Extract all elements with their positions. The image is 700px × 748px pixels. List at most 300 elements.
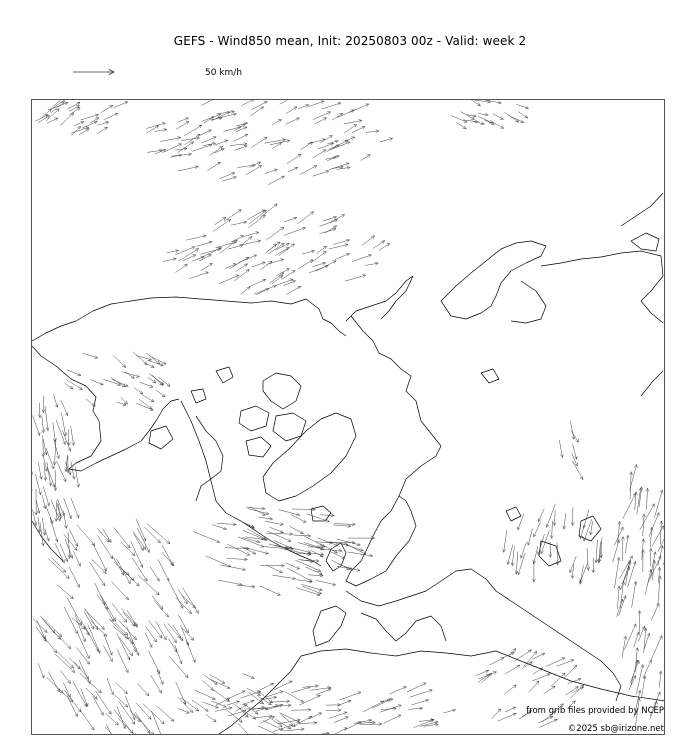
wind-arrow-shaft bbox=[210, 146, 223, 155]
wind-arrow-head bbox=[323, 150, 326, 153]
wind-arrow-head bbox=[524, 115, 527, 118]
wind-arrow-shaft bbox=[279, 713, 299, 723]
wind-arrow-head bbox=[260, 107, 263, 110]
wind-arrow-shaft bbox=[36, 626, 46, 641]
wind-arrow-shaft bbox=[287, 154, 301, 164]
wind-arrow-shaft bbox=[505, 665, 520, 674]
wind-arrow-shaft bbox=[573, 687, 584, 693]
wind-arrow-shaft bbox=[238, 723, 251, 735]
wind-arrow-shaft bbox=[505, 707, 516, 712]
wind-arrow-shaft bbox=[268, 176, 284, 185]
wind-arrow-shaft bbox=[138, 684, 149, 696]
wind-arrow-shaft bbox=[272, 119, 281, 124]
wind-arrow-shaft bbox=[151, 675, 162, 693]
wind-arrow-shaft bbox=[502, 652, 514, 658]
wind-arrow-shaft bbox=[93, 696, 103, 715]
wind-arrow-head bbox=[367, 154, 370, 157]
wind-arrow-shaft bbox=[508, 649, 515, 657]
wind-arrow-shaft bbox=[97, 528, 109, 542]
wind-arrow-shaft bbox=[97, 535, 112, 558]
wind-arrow-shaft bbox=[213, 219, 231, 231]
wind-arrow-shaft bbox=[133, 352, 147, 365]
wind-arrow-shaft bbox=[181, 698, 199, 711]
wind-arrow-head bbox=[86, 129, 89, 132]
wind-arrow-head bbox=[102, 582, 105, 585]
wind-arrow-shaft bbox=[644, 628, 646, 653]
wind-arrow-shaft bbox=[298, 260, 313, 269]
wind-arrow-shaft bbox=[251, 137, 267, 147]
wind-arrow-head bbox=[258, 165, 261, 168]
wind-arrow-shaft bbox=[103, 603, 113, 622]
wind-arrow-shaft bbox=[193, 532, 219, 543]
wind-arrow-shaft bbox=[48, 672, 59, 692]
wind-arrow-shaft bbox=[270, 140, 290, 144]
wind-arrow-shaft bbox=[224, 210, 241, 222]
wind-arrow-shaft bbox=[538, 534, 544, 555]
wind-arrow-shaft bbox=[248, 215, 265, 228]
wind-arrow-shaft bbox=[320, 220, 338, 226]
wind-arrow-shaft bbox=[508, 545, 513, 565]
wind-arrow-shaft bbox=[478, 116, 493, 123]
wind-arrow-head bbox=[132, 721, 135, 724]
wind-arrow-head bbox=[278, 143, 281, 146]
wind-arrow-head bbox=[244, 264, 247, 267]
wind-arrow-shaft bbox=[107, 678, 113, 695]
wind-arrow-head bbox=[223, 217, 226, 220]
wind-arrow-shaft bbox=[106, 713, 119, 725]
wind-arrow-shaft bbox=[123, 612, 135, 626]
wind-arrow-shaft bbox=[176, 121, 189, 129]
wind-arrow-shaft bbox=[64, 607, 77, 634]
wind-arrow-shaft bbox=[112, 603, 127, 622]
wind-arrow-shaft bbox=[352, 127, 365, 133]
wind-vector-field bbox=[32, 100, 665, 735]
wind-arrow-shaft bbox=[53, 102, 68, 108]
wind-arrow-head bbox=[110, 555, 113, 558]
wind-arrow-shaft bbox=[625, 535, 628, 553]
wind-arrow-shaft bbox=[651, 603, 659, 620]
wind-arrow-shaft bbox=[311, 251, 326, 263]
wind-arrow-shaft bbox=[168, 638, 177, 652]
wind-arrow-shaft bbox=[53, 631, 71, 648]
wind-arrow-head bbox=[386, 244, 389, 247]
wind-arrow-head bbox=[190, 142, 193, 145]
wind-arrow-shaft bbox=[74, 121, 84, 125]
wind-arrow-shaft bbox=[284, 227, 306, 235]
wind-arrow-shaft bbox=[168, 623, 181, 638]
wind-arrow-shaft bbox=[279, 510, 300, 516]
wind-arrow-head bbox=[517, 665, 520, 668]
wind-arrow-head bbox=[333, 226, 336, 229]
wind-arrow-shaft bbox=[380, 705, 402, 712]
wind-arrow-head bbox=[219, 146, 222, 149]
wind-arrow-shaft bbox=[67, 370, 81, 376]
wind-arrow-shaft bbox=[216, 111, 234, 113]
wind-arrow-shaft bbox=[411, 700, 428, 705]
wind-arrow-shaft bbox=[195, 690, 216, 699]
wind-arrow-shaft bbox=[547, 504, 556, 527]
wind-arrow-shaft bbox=[641, 676, 645, 699]
wind-arrow-shaft bbox=[238, 255, 256, 263]
wind-arrow-shaft bbox=[40, 522, 43, 546]
wind-arrow-shaft bbox=[327, 145, 339, 152]
wind-arrow-shaft bbox=[46, 505, 53, 523]
wind-arrow-shaft bbox=[40, 616, 62, 637]
wind-arrow-shaft bbox=[46, 448, 54, 469]
wind-arrow-shaft bbox=[344, 543, 366, 554]
wind-arrow-shaft bbox=[158, 560, 169, 581]
wind-arrow-head bbox=[528, 650, 531, 653]
wind-arrow-shaft bbox=[33, 416, 40, 436]
wind-arrow-head bbox=[310, 260, 313, 263]
wind-arrow-shaft bbox=[289, 526, 304, 534]
wind-arrow-shaft bbox=[288, 167, 298, 172]
wind-arrow-shaft bbox=[145, 363, 154, 368]
wind-arrow-shaft bbox=[334, 524, 355, 525]
wind-arrow-shaft bbox=[283, 281, 295, 286]
wind-arrow-shaft bbox=[559, 440, 562, 457]
wind-arrow-shaft bbox=[178, 709, 189, 713]
wind-arrow-shaft bbox=[636, 664, 643, 694]
wind-arrow-shaft bbox=[360, 724, 382, 725]
wind-arrow-shaft bbox=[116, 682, 128, 693]
wind-arrow-shaft bbox=[532, 674, 550, 681]
legend-speed-label: 50 km/h bbox=[205, 68, 243, 78]
wind-arrow-shaft bbox=[247, 688, 261, 695]
wind-arrow-shaft bbox=[333, 525, 351, 526]
wind-arrow-shaft bbox=[518, 112, 528, 118]
wind-arrow-shaft bbox=[73, 551, 80, 566]
wind-arrow-shaft bbox=[71, 126, 80, 135]
wind-arrow-shaft bbox=[152, 711, 163, 735]
wind-arrow-shaft bbox=[563, 665, 576, 678]
wind-arrow-shaft bbox=[329, 163, 349, 169]
wind-arrow-shaft bbox=[276, 279, 293, 285]
wind-arrow-shaft bbox=[45, 406, 48, 430]
wind-arrow-shaft bbox=[286, 107, 297, 114]
wind-arrow-head bbox=[121, 572, 124, 575]
wind-arrow-shaft bbox=[250, 107, 263, 116]
wind-arrow-shaft bbox=[300, 166, 317, 175]
wind-arrow-shaft bbox=[623, 493, 636, 519]
wind-arrow-shaft bbox=[145, 633, 152, 648]
wind-arrow-shaft bbox=[162, 545, 173, 565]
wind-arrow-shaft bbox=[141, 394, 154, 402]
wind-arrow-shaft bbox=[122, 372, 140, 377]
wind-arrow-shaft bbox=[169, 656, 188, 678]
wind-arrow-shaft bbox=[220, 565, 246, 570]
wind-arrow-head bbox=[144, 578, 147, 581]
wind-arrow-shaft bbox=[338, 700, 351, 705]
wind-arrow-shaft bbox=[55, 654, 75, 673]
wind-arrow-head bbox=[184, 264, 187, 267]
wind-arrow-head bbox=[196, 610, 199, 613]
wind-arrow-shaft bbox=[620, 567, 629, 591]
wind-arrow-shaft bbox=[229, 257, 249, 269]
copyright-credit: ©2025 sb@irizone.net bbox=[567, 724, 664, 734]
wind-arrow-shaft bbox=[215, 140, 228, 145]
wind-arrow-shaft bbox=[227, 558, 248, 559]
wind-arrow-shaft bbox=[80, 710, 94, 730]
wind-arrow-head bbox=[91, 727, 94, 730]
wind-arrow-shaft bbox=[57, 585, 74, 599]
wind-arrow-head bbox=[664, 533, 665, 537]
wind-arrow-shaft bbox=[71, 426, 74, 446]
wind-arrow-shaft bbox=[286, 286, 301, 294]
wind-arrow-shaft bbox=[192, 700, 208, 711]
wind-arrow-shaft bbox=[82, 121, 97, 128]
wind-arrow-shaft bbox=[132, 558, 147, 581]
wind-arrow-shaft bbox=[339, 692, 361, 700]
wind-arrow-shaft bbox=[114, 562, 129, 575]
wind-arrow-shaft bbox=[216, 242, 236, 248]
wind-arrow-shaft bbox=[320, 135, 332, 142]
wind-arrow-shaft bbox=[345, 275, 366, 281]
wind-arrow-shaft bbox=[266, 565, 283, 573]
wind-arrow-shaft bbox=[309, 266, 328, 273]
wind-arrow-shaft bbox=[95, 583, 105, 605]
wind-arrow-shaft bbox=[104, 113, 118, 120]
wind-arrow-shaft bbox=[451, 116, 467, 123]
wind-arrow-shaft bbox=[214, 149, 224, 153]
wind-arrow-shaft bbox=[113, 355, 126, 367]
wind-arrow-shaft bbox=[144, 527, 160, 543]
wind-arrow-shaft bbox=[478, 672, 496, 679]
wind-arrow-shaft bbox=[329, 215, 345, 223]
wind-arrow-shaft bbox=[320, 515, 335, 516]
wind-arrow-head bbox=[227, 219, 230, 222]
wind-arrow-head bbox=[205, 708, 208, 711]
wind-arrow-shaft bbox=[410, 690, 433, 697]
wind-arrow-shaft bbox=[160, 137, 180, 141]
wind-arrow-shaft bbox=[529, 681, 539, 692]
wind-arrow-head bbox=[294, 107, 297, 110]
wind-arrow-shaft bbox=[201, 100, 218, 106]
wind-arrow-shaft bbox=[248, 509, 269, 514]
wind-arrow-shaft bbox=[79, 129, 89, 135]
wind-arrow-shaft bbox=[189, 272, 208, 278]
wind-arrow-shaft bbox=[490, 658, 504, 665]
wind-arrow-shaft bbox=[316, 689, 332, 695]
wind-arrow-shaft bbox=[313, 150, 326, 158]
wind-arrow-shaft bbox=[51, 102, 64, 113]
wind-arrow-shaft bbox=[286, 547, 311, 553]
wind-arrow-shaft bbox=[275, 247, 289, 255]
wind-arrow-shaft bbox=[97, 594, 108, 609]
wind-arrow-shaft bbox=[67, 380, 83, 390]
wind-arrow-shaft bbox=[61, 400, 68, 416]
wind-arrow-head bbox=[576, 439, 579, 442]
wind-arrow-shaft bbox=[632, 581, 636, 607]
wind-arrow-shaft bbox=[335, 728, 347, 734]
wind-arrow-shaft bbox=[308, 575, 323, 576]
wind-arrow-shaft bbox=[544, 686, 555, 694]
wind-arrow-shaft bbox=[272, 275, 283, 283]
wind-arrow-shaft bbox=[361, 154, 371, 160]
wind-arrow-shaft bbox=[314, 733, 329, 735]
wind-arrow-shaft bbox=[516, 551, 518, 574]
wind-arrow-shaft bbox=[206, 556, 231, 567]
wind-arrow-shaft bbox=[504, 530, 507, 552]
wind-arrow-shaft bbox=[193, 145, 212, 152]
wind-arrow-shaft bbox=[348, 552, 373, 556]
wind-arrow-shaft bbox=[64, 498, 72, 519]
wind-arrow-shaft bbox=[363, 701, 384, 712]
wind-arrow-shaft bbox=[297, 212, 314, 225]
wind-arrow-shaft bbox=[48, 558, 69, 578]
wind-arrow-shaft bbox=[209, 674, 225, 683]
wind-arrow-shaft bbox=[266, 705, 283, 711]
wind-arrow-head bbox=[381, 241, 384, 244]
wind-arrow-shaft bbox=[276, 268, 289, 275]
legend-reference-arrow bbox=[70, 64, 120, 80]
wind-arrow-shaft bbox=[243, 673, 255, 678]
wind-arrow-shaft bbox=[96, 691, 112, 714]
wind-arrow-shaft bbox=[178, 142, 194, 153]
wind-arrow-shaft bbox=[256, 288, 269, 294]
wind-arrow-shaft bbox=[260, 204, 277, 218]
wind-arrow-head bbox=[575, 687, 578, 690]
wind-arrow-head bbox=[104, 127, 107, 130]
wind-arrow-shaft bbox=[236, 264, 248, 272]
wind-arrow-shaft bbox=[127, 627, 139, 656]
wind-arrow-head bbox=[147, 730, 150, 733]
wind-arrow-shaft bbox=[277, 720, 300, 724]
wind-arrow-shaft bbox=[237, 519, 254, 527]
wind-arrow-head bbox=[209, 263, 212, 266]
wind-arrow-shaft bbox=[118, 718, 136, 735]
wind-arrow-head bbox=[186, 121, 189, 124]
wind-arrow-shaft bbox=[313, 112, 331, 120]
wind-arrow-shaft bbox=[254, 286, 276, 294]
wind-arrow-shaft bbox=[533, 668, 543, 674]
wind-arrow-shaft bbox=[504, 685, 516, 694]
wind-arrow-shaft bbox=[42, 518, 44, 535]
wind-arrow-shaft bbox=[246, 165, 262, 175]
wind-arrow-shaft bbox=[186, 236, 206, 241]
wind-arrow-shaft bbox=[291, 687, 310, 693]
wind-arrow-head bbox=[353, 124, 356, 127]
wind-arrow-shaft bbox=[47, 677, 64, 693]
wind-arrow-shaft bbox=[596, 540, 597, 563]
wind-arrow-shaft bbox=[134, 388, 143, 394]
wind-arrow-head bbox=[463, 126, 466, 129]
wind-arrow-shaft bbox=[86, 399, 96, 406]
wind-arrow-shaft bbox=[68, 532, 70, 558]
wind-arrow-shaft bbox=[280, 714, 295, 727]
wind-arrow-shaft bbox=[639, 611, 640, 636]
wind-arrow-shaft bbox=[587, 548, 588, 570]
wind-arrow-shaft bbox=[552, 521, 553, 539]
wind-arrow-shaft bbox=[201, 263, 213, 270]
wind-arrow-shaft bbox=[114, 710, 133, 734]
wind-arrow-shaft bbox=[257, 683, 274, 691]
wind-arrow-shaft bbox=[219, 240, 237, 254]
wind-arrow-shaft bbox=[373, 241, 385, 249]
wind-arrow-shaft bbox=[538, 509, 544, 522]
wind-arrow-shaft bbox=[329, 712, 347, 718]
wind-arrow-shaft bbox=[69, 105, 79, 111]
wind-arrow-shaft bbox=[38, 663, 44, 678]
wind-arrow-head bbox=[264, 137, 267, 140]
wind-arrow-shaft bbox=[286, 563, 300, 569]
wind-arrow-shaft bbox=[202, 680, 213, 690]
source-credit: from grib files provided by NCEP bbox=[526, 706, 664, 716]
wind-arrow-shaft bbox=[534, 521, 541, 536]
wind-arrow-head bbox=[155, 126, 158, 129]
wind-arrow-shaft bbox=[335, 253, 350, 259]
wind-arrow-head bbox=[298, 154, 301, 157]
wind-arrow-shaft bbox=[389, 687, 406, 694]
wind-arrow-shaft bbox=[622, 636, 626, 658]
wind-arrow-shaft bbox=[350, 104, 369, 112]
wind-arrow-shaft bbox=[344, 124, 356, 132]
wind-arrow-head bbox=[156, 578, 159, 581]
wind-arrow-shaft bbox=[71, 498, 79, 518]
wind-arrow-shaft bbox=[649, 512, 659, 536]
wind-arrow-shaft bbox=[250, 279, 266, 286]
wind-arrow-shaft bbox=[52, 100, 66, 109]
wind-arrow-shaft bbox=[76, 648, 89, 665]
wind-arrow-shaft bbox=[234, 134, 248, 141]
wind-arrow-shaft bbox=[156, 390, 165, 397]
wind-arrow-shaft bbox=[75, 467, 79, 488]
wind-arrow-shaft bbox=[267, 242, 280, 251]
wind-arrow-shaft bbox=[532, 653, 545, 659]
wind-arrow-shaft bbox=[220, 173, 235, 179]
wind-arrow-shaft bbox=[176, 264, 188, 272]
wind-arrow-head bbox=[292, 270, 295, 273]
wind-arrow-shaft bbox=[80, 673, 102, 693]
wind-arrow-shaft bbox=[121, 542, 136, 556]
wind-arrow-shaft bbox=[50, 518, 57, 542]
wind-arrow-shaft bbox=[133, 531, 146, 549]
wind-arrow-shaft bbox=[201, 137, 216, 143]
wind-arrow-shaft bbox=[176, 597, 192, 613]
wind-arrow-shaft bbox=[514, 650, 531, 662]
wind-arrow-shaft bbox=[383, 715, 401, 723]
wind-map[interactable] bbox=[31, 99, 665, 735]
wind-arrow-shaft bbox=[240, 692, 260, 699]
wind-arrow-head bbox=[95, 626, 98, 629]
wind-arrow-shaft bbox=[362, 236, 375, 246]
wind-arrow-shaft bbox=[237, 165, 255, 167]
wind-arrow-shaft bbox=[150, 567, 159, 581]
wind-arrow-shaft bbox=[262, 691, 284, 698]
wind-arrow-shaft bbox=[89, 562, 105, 586]
wind-arrow-shaft bbox=[505, 112, 519, 122]
wind-arrow-shaft bbox=[293, 535, 310, 536]
wind-arrow-shaft bbox=[147, 360, 163, 366]
wind-arrow-head bbox=[198, 125, 201, 128]
wind-arrow-shaft bbox=[270, 527, 284, 532]
wind-arrow-shaft bbox=[266, 227, 284, 240]
wind-arrow-shaft bbox=[131, 541, 143, 567]
wind-arrow-head bbox=[173, 639, 176, 642]
wind-arrow-head bbox=[195, 249, 198, 252]
wind-arrow-shaft bbox=[114, 527, 130, 548]
wind-arrow-shaft bbox=[52, 557, 66, 572]
wind-arrow-shaft bbox=[617, 586, 619, 609]
wind-arrow-shaft bbox=[186, 641, 195, 663]
wind-arrow-head bbox=[95, 118, 98, 121]
wind-arrow-shaft bbox=[60, 670, 70, 683]
wind-arrow-head bbox=[159, 690, 162, 693]
wind-arrow-head bbox=[184, 600, 187, 603]
wind-arrow-shaft bbox=[152, 596, 163, 610]
wind-arrow-shaft bbox=[73, 681, 87, 707]
wind-arrow-head bbox=[329, 135, 332, 138]
